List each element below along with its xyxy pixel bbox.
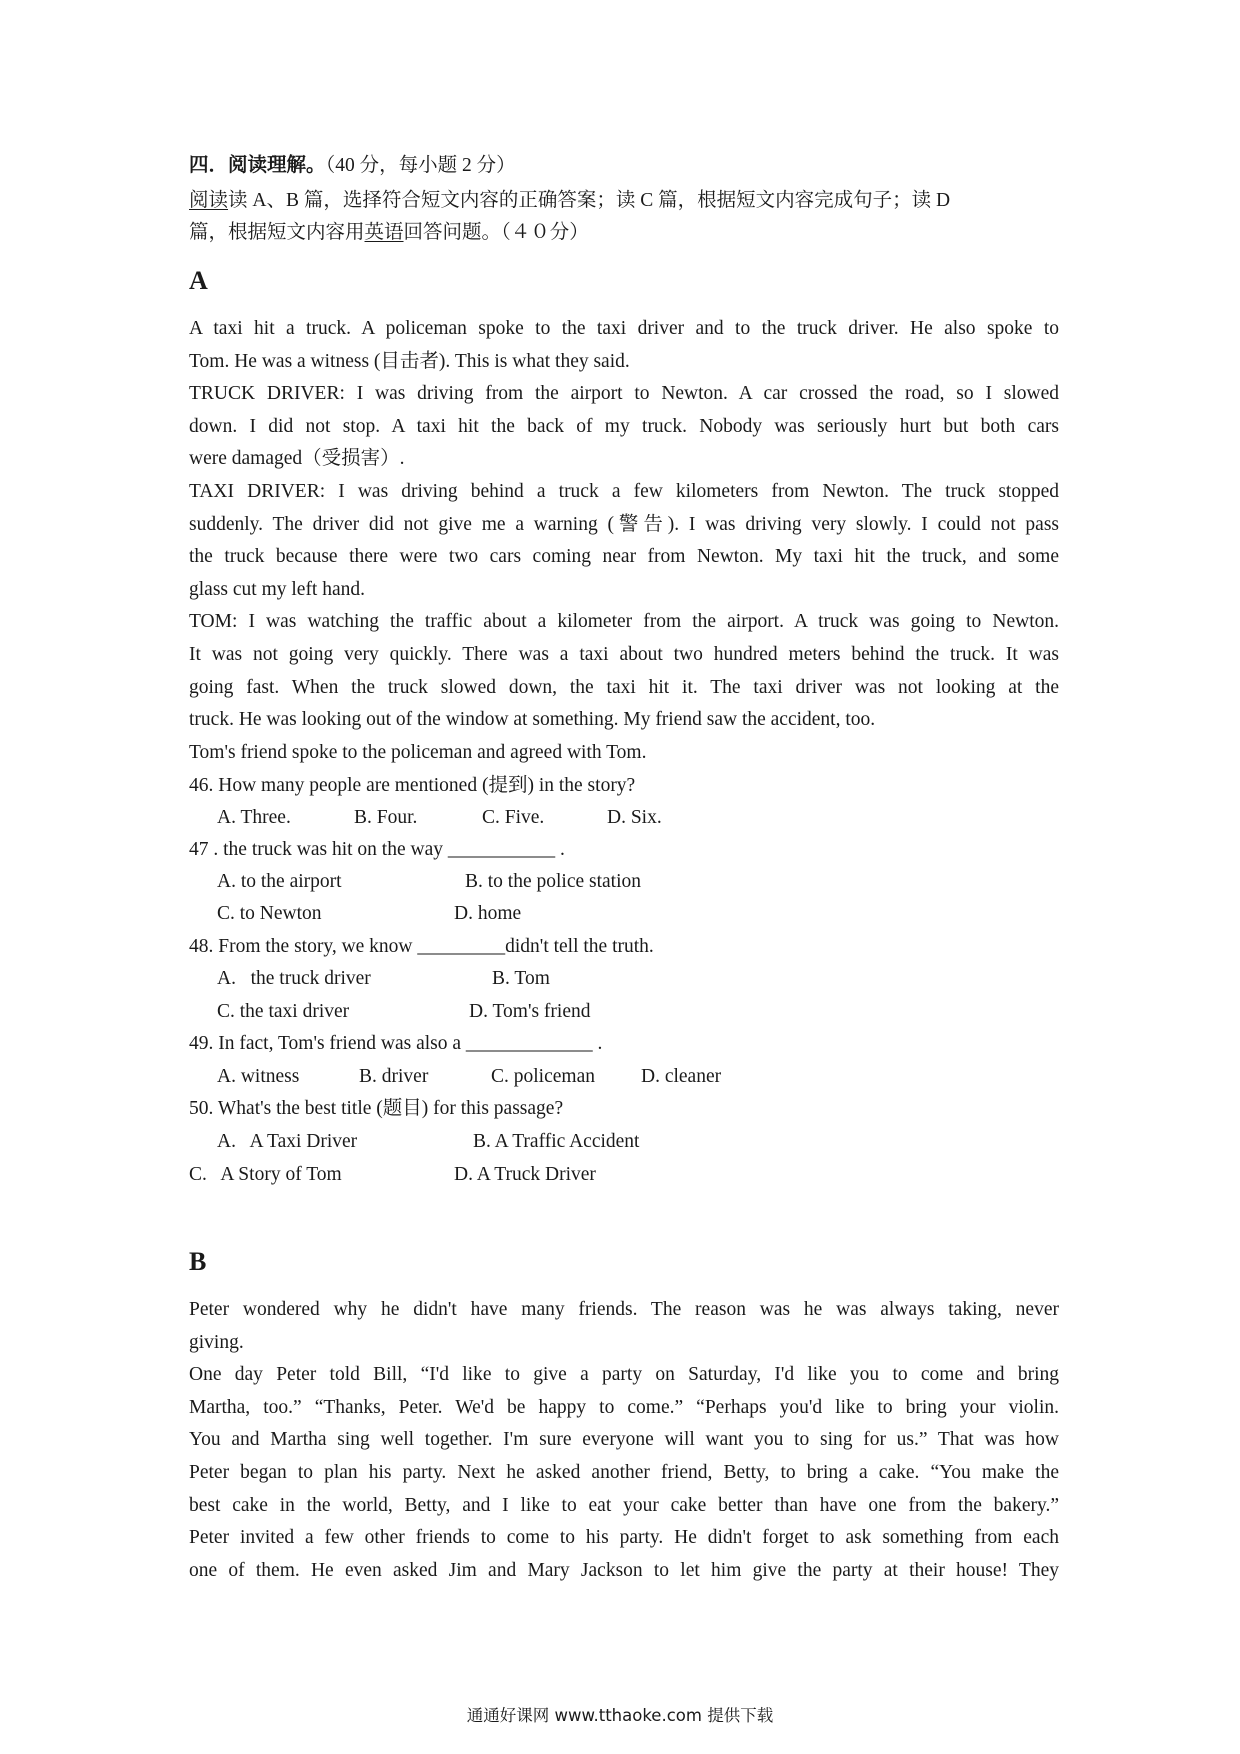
part-b-passage [189, 1294, 1059, 1587]
option-47-b: B. to the police station [465, 871, 642, 892]
passage-line: TOM: I was watching the traffic about a kilometer from the airport. A truck was going to Newton. [189, 611, 1059, 633]
question-46: 46. How many people are mentioned (提到) in the story? [189, 775, 636, 796]
question-47: 47 . the truck was hit on the way ___________ . [189, 839, 565, 860]
passage-line: the truck because there were two cars coming near from Newton. My taxi hit the truck, and some [189, 546, 1059, 568]
passage-line: truck. He was looking out of the window at something. My friend saw the accident, too. [189, 709, 876, 731]
section-title: 四．阅读理解。 [189, 155, 326, 176]
option-49-c: C. policeman [491, 1066, 595, 1087]
passage-line: were damaged（受损害）. [189, 448, 405, 470]
passage-line: Martha, too.” “Thanks, Peter. We'd be happy to come.” “Perhaps you'd like to bring your violin. [189, 1396, 1059, 1418]
passage-line: Peter invited a few other friends to come to his party. He didn't forget to ask something from each [189, 1527, 1059, 1549]
section-score-note: （40 分，每小题 2 分） [325, 155, 516, 176]
option-47-a: A. to the airport [217, 871, 342, 892]
passage-line: going fast. When the truck slowed down, the taxi hit it. The taxi driver was not looking at the [189, 676, 1059, 698]
option-46-a: A. Three. [217, 807, 291, 828]
option-48-d: D. Tom's friend [469, 1001, 591, 1022]
passage-line: One day Peter told Bill, “I'd like to give a party on Saturday, I'd like you to come and bring [189, 1364, 1059, 1386]
passage-line: down. I did not stop. A taxi hit the back of my truck. Nobody was seriously hurt but both cars [189, 415, 1059, 437]
instructions-line-2: 篇，根据短文内容用英语回答问题。（４０分） [189, 222, 589, 243]
part-a-label: A [189, 266, 208, 295]
option-48-c: C. the taxi driver [217, 1001, 350, 1022]
option-46-d: D. Six. [607, 807, 662, 828]
option-50-a: A. A Taxi Driver [217, 1131, 358, 1152]
option-49-b: B. driver [359, 1066, 429, 1087]
section-heading [189, 150, 1059, 183]
option-47-c: C. to Newton [217, 903, 322, 924]
option-46-c: C. Five. [482, 807, 545, 828]
question-50: 50. What's the best title (题目) for this passage? [189, 1098, 564, 1119]
passage-line: best cake in the world, Betty, and I like to eat your cake better than have one from the bakery.” [189, 1494, 1059, 1516]
question-49: 49. In fact, Tom's friend was also a _____________ . [189, 1033, 603, 1054]
option-48-b: B. Tom [492, 968, 550, 989]
option-49-a: A. witness [217, 1066, 300, 1087]
passage-line: Tom. He was a witness (目击者). This is what they said. [189, 350, 630, 372]
passage-line: It was not going very quickly. There was a taxi about two hundred meters behind the truck. It was [189, 643, 1059, 665]
passage-line: TAXI DRIVER: I was driving behind a truck a few kilometers from Newton. The truck stopped [189, 480, 1059, 502]
passage-line: You and Martha sing well together. I'm sure everyone will want you to sing for us.” That was how [189, 1429, 1059, 1451]
option-50-c: C. A Story of Tom [189, 1164, 342, 1185]
part-b-label: B [189, 1247, 207, 1276]
part-a-passage [189, 313, 1059, 769]
passage-line: A taxi hit a truck. A policeman spoke to the taxi driver and to the truck driver. He also spoke to [189, 318, 1059, 339]
option-48-a: A. the truck driver [217, 968, 371, 989]
passage-line: giving. [189, 1331, 244, 1353]
page-footer: 通通好课网 www.tthaoke.com 提供下载 [466, 1706, 774, 1725]
passage-line: Tom's friend spoke to the policeman and agreed with Tom. [189, 741, 647, 763]
option-49-d: D. cleaner [641, 1066, 722, 1087]
passage-line: suddenly. The driver did not give me a warning (警告). I was driving very slowly. I could not pass [189, 513, 1059, 535]
question-48: 48. From the story, we know _________didn't tell the truth. [189, 936, 654, 957]
passage-line: Peter began to plan his party. Next he asked another friend, Betty, to bring a cake. “You make the [189, 1461, 1059, 1483]
instructions-line-1: 阅读读 A、B 篇，选择符合短文内容的正确答案；读 C 篇，根据短文内容完成句子；读 D [189, 190, 951, 211]
passage-line: TRUCK DRIVER: I was driving from the airport to Newton. A car crossed the road, so I slowed [189, 383, 1059, 405]
option-50-d: D. A Truck Driver [454, 1164, 596, 1185]
option-47-d: D. home [454, 903, 522, 924]
option-46-b: B. Four. [354, 807, 418, 828]
passage-line: glass cut my left hand. [189, 578, 366, 600]
passage-line: one of them. He even asked Jim and Mary Jackson to let him give the party at their house! They [189, 1559, 1059, 1581]
option-50-b: B. A Traffic Accident [473, 1131, 640, 1152]
passage-line: Peter wondered why he didn't have many friends. The reason was he was always taking, never [189, 1299, 1059, 1320]
